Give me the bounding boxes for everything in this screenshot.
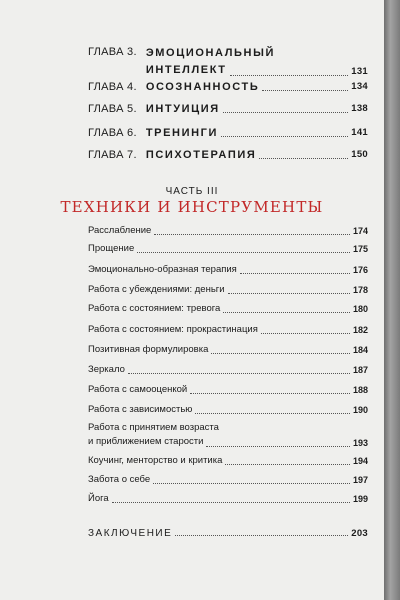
page-number: 174 [352,226,368,236]
page-number: 175 [352,244,368,254]
chapter-title: ОСОЗНАННОСТЬ [145,81,260,93]
dot-leader [175,535,348,536]
dot-leader [223,112,348,113]
chapter-title: ТРЕНИНГИ [145,127,218,139]
dot-leader [261,333,350,334]
item-text: Йога [88,493,109,504]
page-number: 188 [352,385,368,395]
dot-leader [211,353,350,354]
part-title: ТЕХНИКИ И ИНСТРУМЕНТЫ [60,198,324,216]
toc-chapter-5 [88,102,368,116]
chapter-title: ИНТУИЦИЯ [145,103,220,115]
dot-leader [221,136,348,137]
chapter-label: ГЛАВА 5. [88,103,137,115]
dot-leader [154,234,350,235]
dot-leader [112,502,350,503]
item-text: Расслабление [88,225,152,236]
page-number: 184 [352,345,368,355]
page-number: 131 [351,66,368,77]
page-number: 134 [351,81,368,92]
toc-item [88,384,368,396]
page-number: 190 [352,405,368,415]
chapter-label: ГЛАВА 6. [88,127,137,139]
toc-item [88,404,368,416]
toc-item [88,264,368,276]
toc-item [88,344,368,356]
dot-leader [223,312,350,313]
toc-chapter-4 [88,80,368,94]
toc-item [88,303,368,315]
chapter-title-line2: ИНТЕЛЛЕКТ [145,64,227,76]
chapter-title: ЭМОЦИОНАЛЬНЫЙ [145,47,275,59]
toc-item [88,243,368,255]
dot-leader [190,393,350,394]
toc-item [88,284,368,296]
page-number: 187 [352,365,368,375]
item-text: Работа с убеждениями: деньги [88,284,225,295]
chapter-label: ГЛАВА 4. [88,81,137,93]
page-number: 141 [351,127,368,138]
page-number: 193 [352,438,368,448]
item-text-line2: и приближением старости [88,436,204,447]
item-text: Работа с принятием возраста [88,422,219,433]
dot-leader [262,90,348,91]
page-number: 176 [352,265,368,275]
page-number: 178 [352,285,368,295]
dot-leader [195,413,350,414]
toc-chapter-7 [88,148,368,162]
dot-leader [137,252,350,253]
page-number: 138 [351,103,368,114]
toc-chapter-3 [88,45,368,79]
page-number: 180 [352,304,368,314]
toc-item [88,364,368,376]
dot-leader [259,158,348,159]
toc-item [88,225,368,237]
item-text: Прощение [88,243,135,254]
toc-item [88,421,368,449]
item-text: Эмоционально-образная терапия [88,264,237,275]
item-text: Забота о себе [88,474,151,485]
chapter-label: ГЛАВА 7. [88,149,137,161]
item-text: Зеркало [88,364,125,375]
page-number: 182 [352,325,368,335]
page-number: 194 [352,456,368,466]
item-text: Работа с состоянием: прокрастинация [88,324,258,335]
part-label: ЧАСТЬ III [165,186,219,197]
page-number: 203 [351,528,368,539]
dot-leader [230,75,349,76]
toc-item [88,455,368,467]
chapter-label: ГЛАВА 3. [88,46,137,58]
item-text: Работа с самооценкой [88,384,188,395]
page-number: 199 [352,494,368,504]
chapter-title: ПСИХОТЕРАПИЯ [145,149,257,161]
toc-item [88,474,368,486]
page-number: 150 [351,149,368,160]
toc-chapter-6 [88,126,368,140]
dot-leader [206,446,350,447]
item-text: Позитивная формулировка [88,344,209,355]
dot-leader [240,273,350,274]
toc-item [88,324,368,336]
dot-leader [153,483,350,484]
item-text: Работа с зависимостью [88,404,193,415]
page-number: 197 [352,475,368,485]
page-edge [384,0,400,600]
item-text: Работа с состоянием: тревога [88,303,221,314]
dot-leader [225,464,350,465]
toc-conclusion [88,528,368,539]
conclusion-title: ЗАКЛЮЧЕНИЕ [88,528,173,539]
item-text: Коучинг, менторство и критика [88,455,223,466]
dot-leader [228,293,350,294]
toc-item [88,493,368,505]
dot-leader [128,373,350,374]
